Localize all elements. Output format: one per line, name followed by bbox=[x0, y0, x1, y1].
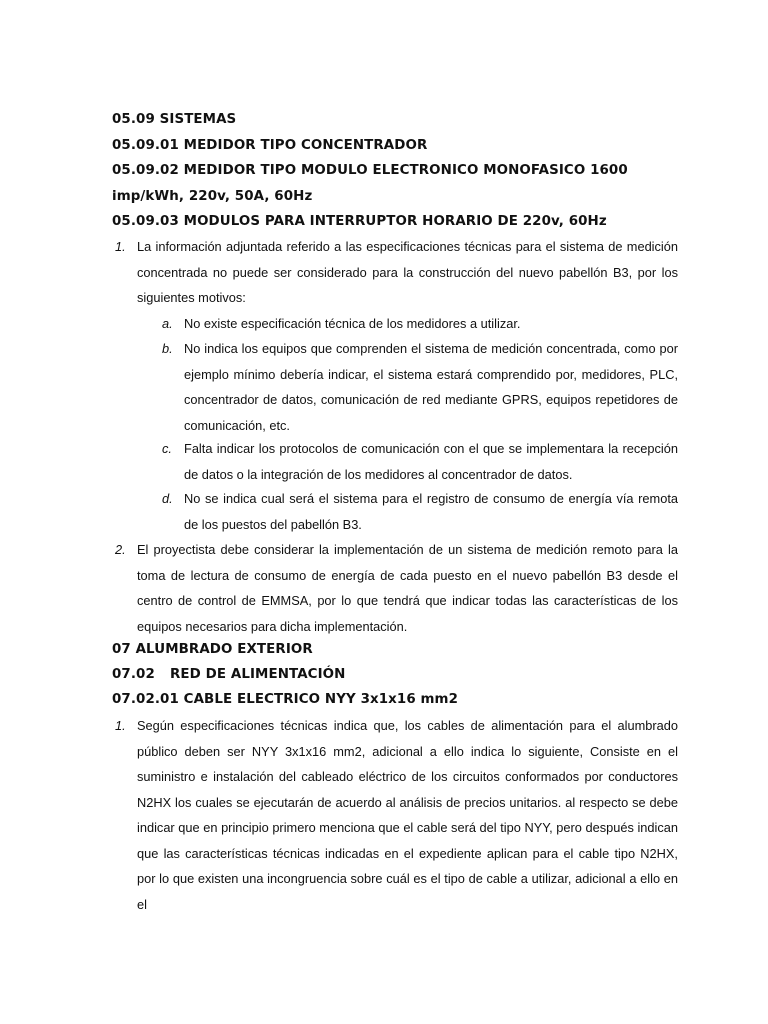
list-number: 1. bbox=[115, 239, 126, 254]
subitem-c-text: Falta indicar los protocolos de comunicación con el que se implementara la recepción de datos o la integración de los medidores al concentrador de datos. bbox=[184, 441, 678, 482]
subitem-letter: d. bbox=[162, 491, 173, 506]
subitem-a-text: No existe especificación técnica de los medidores a utilizar. bbox=[184, 316, 521, 331]
list-number: 1. bbox=[115, 718, 126, 733]
heading-07-02-01: 07.02.01 CABLE ELECTRICO NYY 3x1x16 mm2 bbox=[112, 692, 459, 707]
subitem-letter: b. bbox=[162, 341, 173, 356]
heading-number: 07.02 bbox=[112, 667, 155, 682]
subitem-letter: c. bbox=[162, 441, 172, 456]
paragraph-3-text: Según especificaciones técnicas indica que, los cables de alimentación para el alumbrado público deben ser NYY 3x1x16 mm2, adicional a ello indica lo siguiente, Consiste en el suministro e instalación del cableado eléctrico de los circuitos conformados por conductores N2HX los cuales se ejecutarán de acuerdo al análisis de precios unitarios. al respecto se debe indicar que en principio primero menciona que el cable será del tipo NYY, pero después indican que las características técnicas indicadas en el expediente aplican para el cable tipo N2HX, por lo que existen una incongruencia sobre cuál es el tipo de cable a utilizar, adicional a ello en el bbox=[137, 718, 678, 912]
heading-05-09-01: 05.09.01 MEDIDOR TIPO CONCENTRADOR bbox=[112, 138, 428, 153]
heading-07-02 bbox=[112, 662, 692, 688]
paragraph-2-text: El proyectista debe considerar la implementación de un sistema de medición remoto para la toma de lectura de consumo de energía de cada puesto en el nuevo pabellón B3 desde el centro de control de EMMSA, por lo que tendrá que indicar todas las características de los equipos necesarios para dicha implementación. bbox=[137, 542, 678, 634]
heading-05-09: 05.09 SISTEMAS bbox=[112, 112, 237, 127]
subitem-b-text: No indica los equipos que comprenden el sistema de medición concentrada, como por ejemplo mínimo debería indicar, el sistema estará comprendido por, medidores, PLC, concentrador de datos, comunicación de red mediante GPRS, equipos repetidores de comunicación, etc. bbox=[184, 341, 678, 433]
paragraph-1-text: La información adjuntada referido a las especificaciones técnicas para el sistema de medición concentrada no puede ser considerado para la construcción del nuevo pabellón B3, por los siguientes motivos: bbox=[137, 239, 678, 305]
subitem-letter: a. bbox=[162, 316, 173, 331]
heading-05-09-03: 05.09.03 MODULOS PARA INTERRUPTOR HORARIO DE 220v, 60Hz bbox=[112, 214, 607, 229]
heading-05-09-02: 05.09.02 MEDIDOR TIPO MODULO ELECTRONICO MONOFASICO 1600 imp/kWh, 220v, 50A, 60Hz bbox=[112, 163, 628, 204]
list-number: 2. bbox=[115, 542, 126, 557]
heading-07: 07 ALUMBRADO EXTERIOR bbox=[112, 642, 313, 657]
heading-text: RED DE ALIMENTACIÓN bbox=[170, 667, 346, 682]
subitem-d-text: No se indica cual será el sistema para el registro de consumo de energía vía remota de los puestos del pabellón B3. bbox=[184, 491, 678, 532]
